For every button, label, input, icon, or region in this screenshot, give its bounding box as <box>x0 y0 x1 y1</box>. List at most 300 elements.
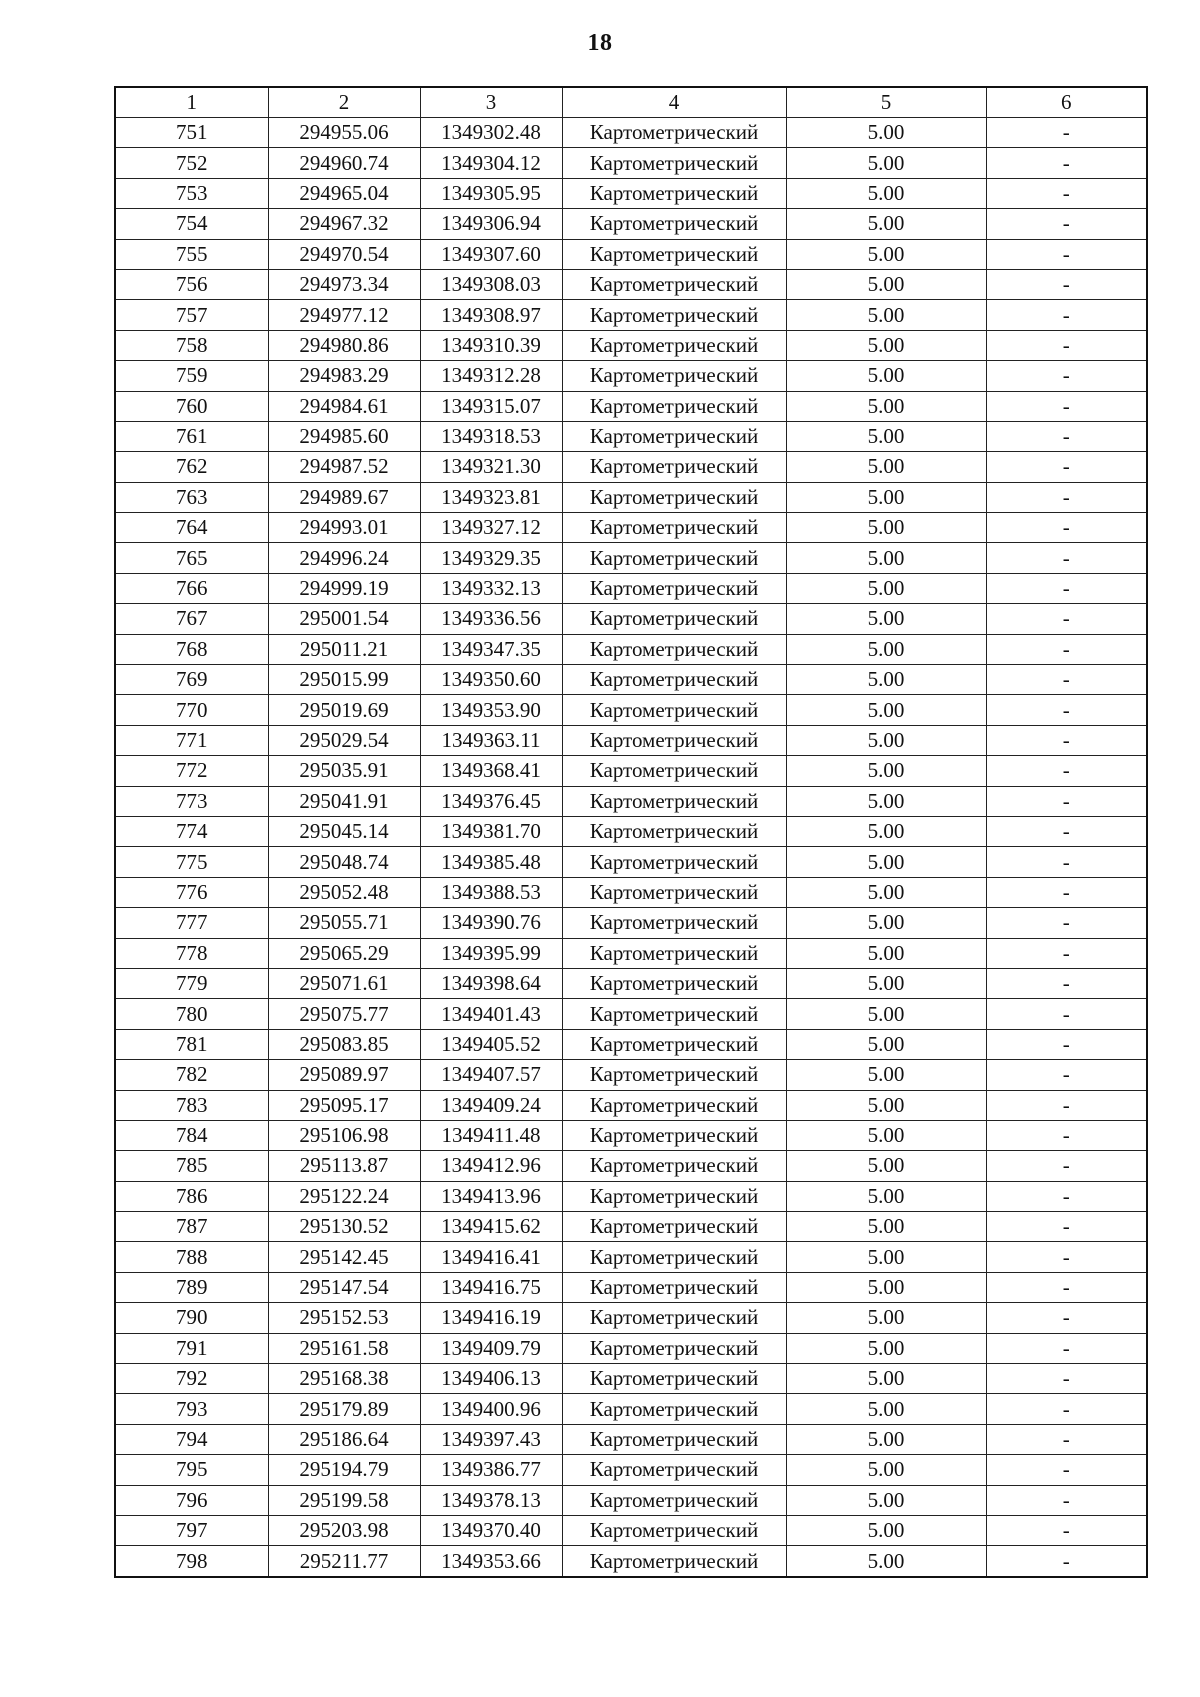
table-row <box>115 482 1147 512</box>
point-number-cell: 788 <box>115 1242 268 1272</box>
description-cell: - <box>986 1212 1147 1242</box>
method-cell: Картометрический <box>562 1333 786 1363</box>
x-coordinate-cell: 294993.01 <box>268 513 420 543</box>
accuracy-cell: 5.00 <box>786 482 986 512</box>
point-number-cell: 753 <box>115 178 268 208</box>
accuracy-cell: 5.00 <box>786 178 986 208</box>
column-header: 5 <box>786 87 986 118</box>
point-number-cell: 782 <box>115 1060 268 1090</box>
y-coordinate-cell: 1349321.30 <box>420 452 562 482</box>
description-cell: - <box>986 634 1147 664</box>
point-number-cell: 775 <box>115 847 268 877</box>
x-coordinate-cell: 295199.58 <box>268 1485 420 1515</box>
method-cell: Картометрический <box>562 847 786 877</box>
method-cell: Картометрический <box>562 330 786 360</box>
point-number-cell: 798 <box>115 1546 268 1577</box>
point-number-cell: 763 <box>115 482 268 512</box>
accuracy-cell: 5.00 <box>786 330 986 360</box>
y-coordinate-cell: 1349329.35 <box>420 543 562 573</box>
x-coordinate-cell: 295015.99 <box>268 665 420 695</box>
method-cell: Картометрический <box>562 756 786 786</box>
x-coordinate-cell: 295186.64 <box>268 1424 420 1454</box>
point-number-cell: 761 <box>115 421 268 451</box>
description-cell: - <box>986 1151 1147 1181</box>
point-number-cell: 785 <box>115 1151 268 1181</box>
accuracy-cell: 5.00 <box>786 543 986 573</box>
y-coordinate-cell: 1349368.41 <box>420 756 562 786</box>
point-number-cell: 766 <box>115 573 268 603</box>
table-row <box>115 1120 1147 1150</box>
description-cell: - <box>986 1515 1147 1545</box>
y-coordinate-cell: 1349308.03 <box>420 269 562 299</box>
x-coordinate-cell: 294967.32 <box>268 209 420 239</box>
table-row <box>115 1272 1147 1302</box>
x-coordinate-cell: 295041.91 <box>268 786 420 816</box>
x-coordinate-cell: 295194.79 <box>268 1455 420 1485</box>
y-coordinate-cell: 1349304.12 <box>420 148 562 178</box>
x-coordinate-cell: 295001.54 <box>268 604 420 634</box>
accuracy-cell: 5.00 <box>786 1364 986 1394</box>
x-coordinate-cell: 295113.87 <box>268 1151 420 1181</box>
table-row <box>115 209 1147 239</box>
x-coordinate-cell: 295147.54 <box>268 1272 420 1302</box>
point-number-cell: 754 <box>115 209 268 239</box>
accuracy-cell: 5.00 <box>786 269 986 299</box>
description-cell: - <box>986 1485 1147 1515</box>
table-row <box>115 695 1147 725</box>
accuracy-cell: 5.00 <box>786 1212 986 1242</box>
accuracy-cell: 5.00 <box>786 148 986 178</box>
point-number-cell: 778 <box>115 938 268 968</box>
y-coordinate-cell: 1349306.94 <box>420 209 562 239</box>
method-cell: Картометрический <box>562 269 786 299</box>
header-row <box>115 87 1147 118</box>
y-coordinate-cell: 1349310.39 <box>420 330 562 360</box>
y-coordinate-cell: 1349307.60 <box>420 239 562 269</box>
x-coordinate-cell: 294960.74 <box>268 148 420 178</box>
description-cell: - <box>986 330 1147 360</box>
y-coordinate-cell: 1349323.81 <box>420 482 562 512</box>
method-cell: Картометрический <box>562 877 786 907</box>
y-coordinate-cell: 1349409.24 <box>420 1090 562 1120</box>
accuracy-cell: 5.00 <box>786 573 986 603</box>
point-number-cell: 794 <box>115 1424 268 1454</box>
accuracy-cell: 5.00 <box>786 634 986 664</box>
description-cell: - <box>986 1120 1147 1150</box>
accuracy-cell: 5.00 <box>786 665 986 695</box>
method-cell: Картометрический <box>562 786 786 816</box>
x-coordinate-cell: 295122.24 <box>268 1181 420 1211</box>
method-cell: Картометрический <box>562 908 786 938</box>
y-coordinate-cell: 1349312.28 <box>420 361 562 391</box>
x-coordinate-cell: 295055.71 <box>268 908 420 938</box>
table-row <box>115 543 1147 573</box>
method-cell: Картометрический <box>562 239 786 269</box>
table-row <box>115 1090 1147 1120</box>
point-number-cell: 762 <box>115 452 268 482</box>
description-cell: - <box>986 695 1147 725</box>
method-cell: Картометрический <box>562 1364 786 1394</box>
x-coordinate-cell: 294996.24 <box>268 543 420 573</box>
method-cell: Картометрический <box>562 118 786 148</box>
accuracy-cell: 5.00 <box>786 1090 986 1120</box>
x-coordinate-cell: 294999.19 <box>268 573 420 603</box>
method-cell: Картометрический <box>562 1120 786 1150</box>
y-coordinate-cell: 1349318.53 <box>420 421 562 451</box>
y-coordinate-cell: 1349401.43 <box>420 999 562 1029</box>
x-coordinate-cell: 295083.85 <box>268 1029 420 1059</box>
accuracy-cell: 5.00 <box>786 1424 986 1454</box>
y-coordinate-cell: 1349398.64 <box>420 968 562 998</box>
method-cell: Картометрический <box>562 1485 786 1515</box>
point-number-cell: 796 <box>115 1485 268 1515</box>
method-cell: Картометрический <box>562 361 786 391</box>
table-row <box>115 816 1147 846</box>
y-coordinate-cell: 1349386.77 <box>420 1455 562 1485</box>
x-coordinate-cell: 295142.45 <box>268 1242 420 1272</box>
point-number-cell: 771 <box>115 725 268 755</box>
method-cell: Картометрический <box>562 938 786 968</box>
point-number-cell: 752 <box>115 148 268 178</box>
table-row <box>115 665 1147 695</box>
y-coordinate-cell: 1349363.11 <box>420 725 562 755</box>
x-coordinate-cell: 294977.12 <box>268 300 420 330</box>
y-coordinate-cell: 1349308.97 <box>420 300 562 330</box>
description-cell: - <box>986 604 1147 634</box>
method-cell: Картометрический <box>562 725 786 755</box>
point-number-cell: 770 <box>115 695 268 725</box>
accuracy-cell: 5.00 <box>786 361 986 391</box>
description-cell: - <box>986 239 1147 269</box>
y-coordinate-cell: 1349412.96 <box>420 1151 562 1181</box>
y-coordinate-cell: 1349385.48 <box>420 847 562 877</box>
y-coordinate-cell: 1349302.48 <box>420 118 562 148</box>
method-cell: Картометрический <box>562 421 786 451</box>
point-number-cell: 768 <box>115 634 268 664</box>
y-coordinate-cell: 1349400.96 <box>420 1394 562 1424</box>
table-row <box>115 908 1147 938</box>
y-coordinate-cell: 1349381.70 <box>420 816 562 846</box>
table-body <box>115 118 1147 1577</box>
y-coordinate-cell: 1349407.57 <box>420 1060 562 1090</box>
point-number-cell: 757 <box>115 300 268 330</box>
accuracy-cell: 5.00 <box>786 816 986 846</box>
x-coordinate-cell: 295045.14 <box>268 816 420 846</box>
point-number-cell: 787 <box>115 1212 268 1242</box>
method-cell: Картометрический <box>562 1181 786 1211</box>
x-coordinate-cell: 294989.67 <box>268 482 420 512</box>
accuracy-cell: 5.00 <box>786 239 986 269</box>
accuracy-cell: 5.00 <box>786 1060 986 1090</box>
description-cell: - <box>986 148 1147 178</box>
x-coordinate-cell: 294970.54 <box>268 239 420 269</box>
table-row <box>115 452 1147 482</box>
x-coordinate-cell: 294965.04 <box>268 178 420 208</box>
method-cell: Картометрический <box>562 391 786 421</box>
point-number-cell: 765 <box>115 543 268 573</box>
accuracy-cell: 5.00 <box>786 847 986 877</box>
x-coordinate-cell: 295211.77 <box>268 1546 420 1577</box>
table-row <box>115 1333 1147 1363</box>
method-cell: Картометрический <box>562 999 786 1029</box>
description-cell: - <box>986 513 1147 543</box>
description-cell: - <box>986 938 1147 968</box>
description-cell: - <box>986 968 1147 998</box>
coordinates-table <box>114 86 1148 1578</box>
y-coordinate-cell: 1349406.13 <box>420 1364 562 1394</box>
description-cell: - <box>986 847 1147 877</box>
y-coordinate-cell: 1349395.99 <box>420 938 562 968</box>
method-cell: Картометрический <box>562 634 786 664</box>
description-cell: - <box>986 391 1147 421</box>
accuracy-cell: 5.00 <box>786 452 986 482</box>
description-cell: - <box>986 452 1147 482</box>
point-number-cell: 756 <box>115 269 268 299</box>
method-cell: Картометрический <box>562 300 786 330</box>
description-cell: - <box>986 421 1147 451</box>
table-row <box>115 300 1147 330</box>
y-coordinate-cell: 1349416.19 <box>420 1303 562 1333</box>
table-row <box>115 1303 1147 1333</box>
table-row <box>115 999 1147 1029</box>
point-number-cell: 795 <box>115 1455 268 1485</box>
description-cell: - <box>986 178 1147 208</box>
table-row <box>115 756 1147 786</box>
method-cell: Картометрический <box>562 968 786 998</box>
y-coordinate-cell: 1349350.60 <box>420 665 562 695</box>
table-row <box>115 1485 1147 1515</box>
description-cell: - <box>986 1364 1147 1394</box>
point-number-cell: 764 <box>115 513 268 543</box>
point-number-cell: 758 <box>115 330 268 360</box>
accuracy-cell: 5.00 <box>786 1029 986 1059</box>
table-row <box>115 269 1147 299</box>
y-coordinate-cell: 1349332.13 <box>420 573 562 603</box>
y-coordinate-cell: 1349416.41 <box>420 1242 562 1272</box>
accuracy-cell: 5.00 <box>786 968 986 998</box>
point-number-cell: 783 <box>115 1090 268 1120</box>
method-cell: Картометрический <box>562 482 786 512</box>
x-coordinate-cell: 295065.29 <box>268 938 420 968</box>
method-cell: Картометрический <box>562 1060 786 1090</box>
table-row <box>115 1181 1147 1211</box>
x-coordinate-cell: 294987.52 <box>268 452 420 482</box>
x-coordinate-cell: 295168.38 <box>268 1364 420 1394</box>
point-number-cell: 777 <box>115 908 268 938</box>
point-number-cell: 780 <box>115 999 268 1029</box>
point-number-cell: 772 <box>115 756 268 786</box>
x-coordinate-cell: 295048.74 <box>268 847 420 877</box>
method-cell: Картометрический <box>562 695 786 725</box>
x-coordinate-cell: 295089.97 <box>268 1060 420 1090</box>
description-cell: - <box>986 118 1147 148</box>
method-cell: Картометрический <box>562 604 786 634</box>
description-cell: - <box>986 573 1147 603</box>
table-row <box>115 847 1147 877</box>
y-coordinate-cell: 1349353.66 <box>420 1546 562 1577</box>
accuracy-cell: 5.00 <box>786 1303 986 1333</box>
table-row <box>115 1364 1147 1394</box>
table-row <box>115 513 1147 543</box>
description-cell: - <box>986 1394 1147 1424</box>
point-number-cell: 773 <box>115 786 268 816</box>
y-coordinate-cell: 1349353.90 <box>420 695 562 725</box>
accuracy-cell: 5.00 <box>786 118 986 148</box>
table-row <box>115 118 1147 148</box>
table-row <box>115 1546 1147 1577</box>
point-number-cell: 784 <box>115 1120 268 1150</box>
accuracy-cell: 5.00 <box>786 695 986 725</box>
page-number: 18 <box>587 30 613 56</box>
table-row <box>115 1424 1147 1454</box>
accuracy-cell: 5.00 <box>786 725 986 755</box>
x-coordinate-cell: 295011.21 <box>268 634 420 664</box>
table-row <box>115 1060 1147 1090</box>
x-coordinate-cell: 295035.91 <box>268 756 420 786</box>
description-cell: - <box>986 361 1147 391</box>
table-row <box>115 1455 1147 1485</box>
y-coordinate-cell: 1349327.12 <box>420 513 562 543</box>
method-cell: Картометрический <box>562 1303 786 1333</box>
x-coordinate-cell: 295071.61 <box>268 968 420 998</box>
table-row <box>115 1394 1147 1424</box>
x-coordinate-cell: 295095.17 <box>268 1090 420 1120</box>
point-number-cell: 779 <box>115 968 268 998</box>
method-cell: Картометрический <box>562 1546 786 1577</box>
description-cell: - <box>986 665 1147 695</box>
x-coordinate-cell: 294985.60 <box>268 421 420 451</box>
accuracy-cell: 5.00 <box>786 1455 986 1485</box>
method-cell: Картометрический <box>562 148 786 178</box>
x-coordinate-cell: 295106.98 <box>268 1120 420 1150</box>
description-cell: - <box>986 209 1147 239</box>
table-row <box>115 634 1147 664</box>
accuracy-cell: 5.00 <box>786 1242 986 1272</box>
y-coordinate-cell: 1349376.45 <box>420 786 562 816</box>
point-number-cell: 793 <box>115 1394 268 1424</box>
point-number-cell: 797 <box>115 1515 268 1545</box>
description-cell: - <box>986 816 1147 846</box>
description-cell: - <box>986 1333 1147 1363</box>
description-cell: - <box>986 1303 1147 1333</box>
x-coordinate-cell: 294980.86 <box>268 330 420 360</box>
column-header: 6 <box>986 87 1147 118</box>
table-row <box>115 786 1147 816</box>
point-number-cell: 769 <box>115 665 268 695</box>
x-coordinate-cell: 295179.89 <box>268 1394 420 1424</box>
accuracy-cell: 5.00 <box>786 1272 986 1302</box>
point-number-cell: 781 <box>115 1029 268 1059</box>
table-row <box>115 1151 1147 1181</box>
accuracy-cell: 5.00 <box>786 877 986 907</box>
description-cell: - <box>986 1242 1147 1272</box>
table-row <box>115 148 1147 178</box>
point-number-cell: 776 <box>115 877 268 907</box>
y-coordinate-cell: 1349305.95 <box>420 178 562 208</box>
method-cell: Картометрический <box>562 1029 786 1059</box>
table-row <box>115 178 1147 208</box>
accuracy-cell: 5.00 <box>786 604 986 634</box>
y-coordinate-cell: 1349315.07 <box>420 391 562 421</box>
x-coordinate-cell: 295019.69 <box>268 695 420 725</box>
y-coordinate-cell: 1349390.76 <box>420 908 562 938</box>
description-cell: - <box>986 1546 1147 1577</box>
method-cell: Картометрический <box>562 1394 786 1424</box>
method-cell: Картометрический <box>562 178 786 208</box>
description-cell: - <box>986 999 1147 1029</box>
x-coordinate-cell: 295152.53 <box>268 1303 420 1333</box>
table-row <box>115 1029 1147 1059</box>
method-cell: Картометрический <box>562 1242 786 1272</box>
accuracy-cell: 5.00 <box>786 908 986 938</box>
x-coordinate-cell: 294984.61 <box>268 391 420 421</box>
point-number-cell: 751 <box>115 118 268 148</box>
table-row <box>115 421 1147 451</box>
y-coordinate-cell: 1349413.96 <box>420 1181 562 1211</box>
accuracy-cell: 5.00 <box>786 209 986 239</box>
table-row <box>115 1212 1147 1242</box>
x-coordinate-cell: 295075.77 <box>268 999 420 1029</box>
description-cell: - <box>986 908 1147 938</box>
description-cell: - <box>986 1029 1147 1059</box>
method-cell: Картометрический <box>562 573 786 603</box>
point-number-cell: 774 <box>115 816 268 846</box>
point-number-cell: 759 <box>115 361 268 391</box>
y-coordinate-cell: 1349415.62 <box>420 1212 562 1242</box>
accuracy-cell: 5.00 <box>786 1333 986 1363</box>
method-cell: Картометрический <box>562 1424 786 1454</box>
description-cell: - <box>986 482 1147 512</box>
table-row <box>115 604 1147 634</box>
method-cell: Картометрический <box>562 1151 786 1181</box>
column-header: 3 <box>420 87 562 118</box>
x-coordinate-cell: 295161.58 <box>268 1333 420 1363</box>
table-row <box>115 1515 1147 1545</box>
method-cell: Картометрический <box>562 1455 786 1485</box>
table-row <box>115 968 1147 998</box>
x-coordinate-cell: 294973.34 <box>268 269 420 299</box>
accuracy-cell: 5.00 <box>786 1151 986 1181</box>
table-row <box>115 330 1147 360</box>
accuracy-cell: 5.00 <box>786 513 986 543</box>
method-cell: Картометрический <box>562 209 786 239</box>
accuracy-cell: 5.00 <box>786 1515 986 1545</box>
table-row <box>115 361 1147 391</box>
accuracy-cell: 5.00 <box>786 938 986 968</box>
column-header: 1 <box>115 87 268 118</box>
accuracy-cell: 5.00 <box>786 999 986 1029</box>
point-number-cell: 760 <box>115 391 268 421</box>
y-coordinate-cell: 1349405.52 <box>420 1029 562 1059</box>
method-cell: Картометрический <box>562 543 786 573</box>
table-row <box>115 877 1147 907</box>
table-header <box>115 87 1147 118</box>
table-row <box>115 391 1147 421</box>
y-coordinate-cell: 1349336.56 <box>420 604 562 634</box>
table-row <box>115 239 1147 269</box>
table-row <box>115 725 1147 755</box>
description-cell: - <box>986 300 1147 330</box>
method-cell: Картометрический <box>562 1212 786 1242</box>
method-cell: Картометрический <box>562 665 786 695</box>
x-coordinate-cell: 294955.06 <box>268 118 420 148</box>
accuracy-cell: 5.00 <box>786 300 986 330</box>
x-coordinate-cell: 294983.29 <box>268 361 420 391</box>
x-coordinate-cell: 295130.52 <box>268 1212 420 1242</box>
description-cell: - <box>986 1181 1147 1211</box>
y-coordinate-cell: 1349347.35 <box>420 634 562 664</box>
y-coordinate-cell: 1349409.79 <box>420 1333 562 1363</box>
